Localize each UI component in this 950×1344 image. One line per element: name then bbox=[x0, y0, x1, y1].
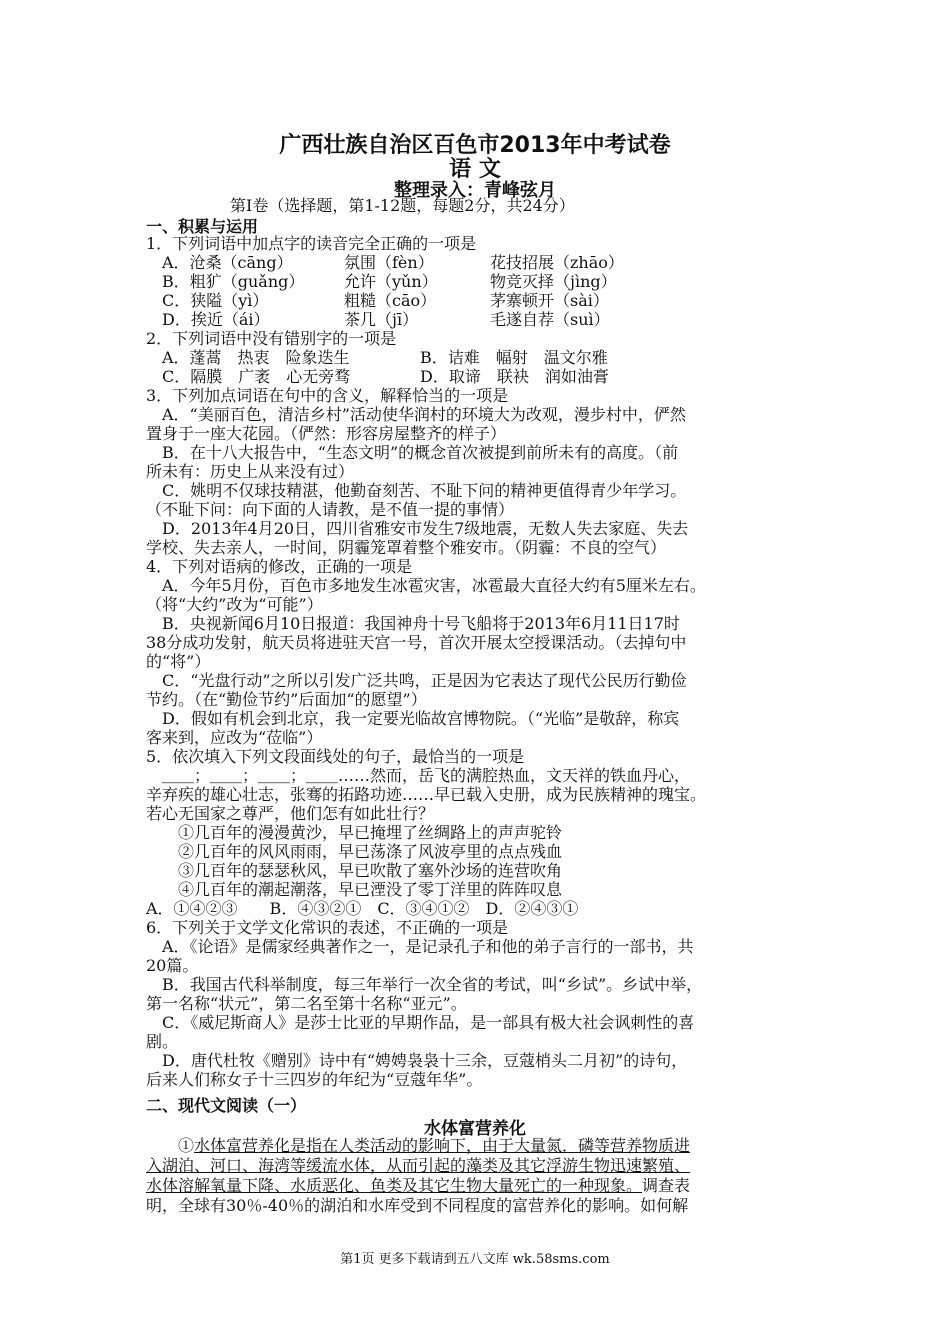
page-footer: 第1页 更多下载请到五八文库 wk.58sms.com bbox=[340, 1252, 610, 1267]
q3-line: （不耻下问：向下面的人请教，是不值一提的事情） bbox=[146, 500, 515, 519]
para-number: ① bbox=[146, 1136, 195, 1155]
q6-line: 剧。 bbox=[146, 1032, 179, 1051]
subject-title: 语 文 bbox=[449, 157, 501, 182]
q3-line: B．在十八大报告中，“生态文明”的概念首次被提到前所未有的高度。（前 bbox=[146, 443, 679, 462]
q6-line: D．唐代杜牧《赠别》诗中有“娉娉袅袅十三余，豆蔻梢头二月初”的诗句， bbox=[146, 1051, 688, 1070]
q6-line: 20篇。 bbox=[146, 956, 199, 975]
q5-line: ③几百年的瑟瑟秋风，早已吹散了塞外沙场的连营吹角 bbox=[146, 861, 563, 880]
underlined-text: 水体溶解氧量下降、水质恶化、鱼类及其它生物大量死亡的一种现象。 bbox=[146, 1176, 643, 1195]
reading-para-line bbox=[146, 1136, 816, 1155]
reading-para-line bbox=[146, 1176, 816, 1195]
q1-option: 毛遂自荐（suì） bbox=[490, 310, 610, 329]
q4-line: B．央视新闻6月10日报道：我国神舟十号飞船将于2013年6月11日17时 bbox=[146, 614, 680, 633]
q5-line: 辛弃疾的雄心壮志，张骞的拓路功迹……早已载入史册，成为民族精神的瑰宝。 bbox=[146, 785, 707, 804]
q2-option: B．诘难 幅射 温文尔雅 bbox=[420, 348, 608, 367]
q1-option: 花技招展（zhāo） bbox=[490, 253, 624, 272]
q4-line: D．假如有机会到北京，我一定要光临故宫博物院。（“光临”是敬辞，称宾 bbox=[146, 709, 680, 728]
q3-line: 3．下列加点词语在句中的含义，解释恰当的一项是 bbox=[146, 386, 509, 405]
q2-option: A．蓬蒿 热衷 险象迭生 bbox=[162, 348, 350, 367]
q1-option: B．粗犷（guǎng） bbox=[162, 272, 305, 291]
q5-options: A．①④②③ B．④③②① C．③④①② D．②④③① bbox=[146, 899, 579, 918]
q3-line: 学校、失去亲人，一时间，阴霾笼罩着整个雅安市。（阴霾：不良的空气） bbox=[146, 538, 667, 557]
q6-line: B．我国古代科举制度，每三年举行一次全省的考试，叫“乡试”。乡试中举， bbox=[146, 975, 703, 994]
q5-line: ＿＿；＿＿；＿＿；＿＿……然而，岳飞的满腔热血，文天祥的铁血丹心， bbox=[146, 766, 691, 785]
q1-option: 粗糙（cāo） bbox=[344, 291, 437, 310]
q3-line: D．2013年4月20日，四川省雅安市发生7级地震，无数人失去家庭、失去 bbox=[146, 519, 689, 538]
q1-option: 茅寨顿开（sài） bbox=[490, 291, 609, 310]
q1-option: 氛围（fèn） bbox=[344, 253, 434, 272]
q1-option: D．挨近（ái） bbox=[162, 310, 270, 329]
q3-line: 置身于一座大花园。（俨然：形容房屋整齐的样子） bbox=[146, 424, 507, 443]
q5-line: ④几百年的潮起潮落，早已湮没了零丁洋里的阵阵叹息 bbox=[146, 880, 563, 899]
underlined-text: 入湖泊、河口、海湾等缓流水体，从而引起的藻类及其它浮游生物迅速繁殖、 bbox=[146, 1156, 691, 1175]
q4-line: 38分成功发射，航天员将进驻天宫一号，首次开展太空授课活动。（去掉句中 bbox=[146, 633, 687, 652]
reading-title: 水体富营养化 bbox=[424, 1119, 526, 1139]
q6-line: 后来人们称女子十三四岁的年纪为“豆蔻年华”。 bbox=[146, 1070, 483, 1089]
q4-line: 4．下列对语病的修改，正确的一项是 bbox=[146, 557, 413, 576]
q5-line: 若心无国家之尊严，他们怎有如此壮行？ bbox=[146, 804, 435, 823]
q6-line: 第一名称“状元”，第二名至第十名称“亚元”。 bbox=[146, 994, 467, 1013]
compiler-line: 整理录入：青峰弦月 bbox=[394, 180, 556, 201]
section-heading-2: 二、现代文阅读（一） bbox=[146, 1096, 307, 1115]
q5-line: 5．依次填入下列文段面线处的句子，最恰当的一项是 bbox=[146, 747, 525, 766]
q1-stem: 1．下列词语中加点字的读音完全正确的一项是 bbox=[146, 234, 477, 253]
q4-line: A．今年5月份，百色市多地发生冰雹灾害，冰雹最大直径大约有5厘米左右。 bbox=[146, 576, 706, 595]
q2-option: C．隔膜 广袤 心无旁骛 bbox=[162, 367, 351, 386]
q1-option: 允许（yǔn） bbox=[344, 272, 438, 291]
q1-option: 物竞灭择（jìng） bbox=[490, 272, 617, 291]
q6-line: C．《威尼斯商人》是莎士比亚的早期作品，是一部具有极大社会讽刺性的喜 bbox=[146, 1013, 695, 1032]
q3-line: C．姚明不仅球技精湛，他勤奋刻苦、不耻下问的精神更值得青少年学习。 bbox=[146, 481, 687, 500]
q2-option: D．取谛 联袂 润如油膏 bbox=[420, 367, 609, 386]
part-heading: 第Ⅰ卷（选择题，第1-12题，每题2分，共24分） bbox=[230, 196, 575, 215]
q1-option: A．沧桑（cāng） bbox=[162, 253, 293, 272]
reading-para-line: 明，全球有30％-40％的湖泊和水库受到不同程度的富营养化的影响。如何解 bbox=[146, 1196, 689, 1215]
q4-line: （将“大约”改为“可能”） bbox=[146, 595, 323, 614]
q4-line: 节约。（在“勤俭节约”后面加“的愿望”） bbox=[146, 690, 427, 709]
reading-para-line bbox=[146, 1156, 816, 1175]
q6-line: 6．下列关于文学文化常识的表述，不正确的一项是 bbox=[146, 918, 509, 937]
q1-option: 茶几（jī） bbox=[344, 310, 419, 329]
q3-line: A．“美丽百色，清洁乡村”活动使华润村的环境大为改观，漫步村中，俨然 bbox=[146, 405, 686, 424]
q6-line: A．《论语》是儒家经典著作之一，是记录孔子和他的弟子言行的一部书，共 bbox=[146, 937, 694, 956]
section-heading-1: 一、积累与运用 bbox=[146, 217, 259, 236]
exam-title: 广西壮族自治区百色市2013年中考试卷 bbox=[279, 133, 671, 158]
q2-stem: 2．下列词语中没有错别字的一项是 bbox=[146, 329, 397, 348]
q5-line: ②几百年的风风雨雨，早已荡涤了风波亭里的点点残血 bbox=[146, 842, 563, 861]
q5-line: ①几百年的漫漫黄沙，早已掩埋了丝绸路上的声声驼铃 bbox=[146, 823, 563, 842]
q4-line: C．“光盘行动”之所以引发广泛共鸣，正是因为它表达了现代公民历行勤俭 bbox=[146, 671, 687, 690]
q4-line: 客来到，应改为“莅临”） bbox=[146, 728, 323, 747]
q1-option: C．狭隘（yì） bbox=[162, 291, 269, 310]
q3-line: 所未有：历史上从来没有过） bbox=[146, 462, 355, 481]
q4-line: 的“将”） bbox=[146, 652, 211, 671]
underlined-text: 水体富营养化是指在人类活动的影响下，由于大量氮．磷等营养物质进 bbox=[194, 1136, 691, 1155]
para-text: 调查表 bbox=[642, 1176, 691, 1195]
